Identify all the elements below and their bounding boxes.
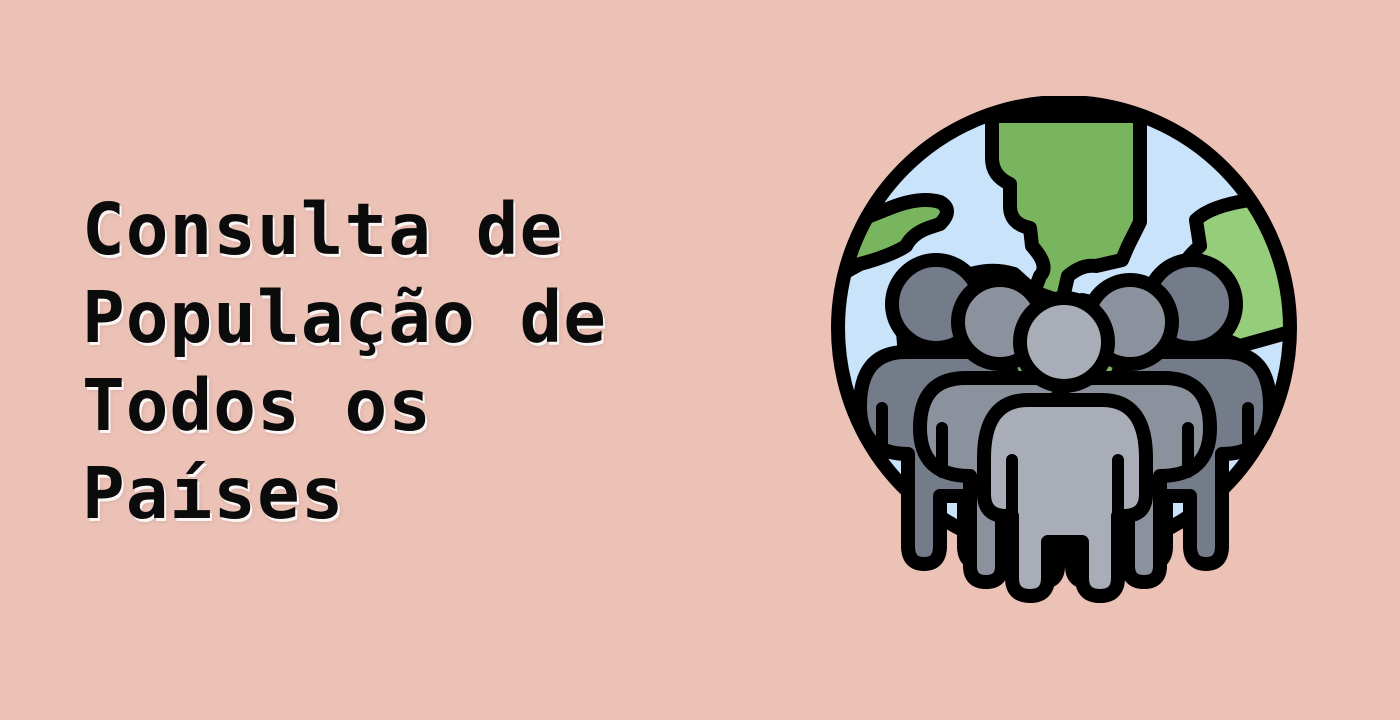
title-line-1: Consulta de [82, 188, 564, 271]
title-line-4: Países [82, 452, 345, 535]
people-group [860, 260, 1270, 596]
title-line-3: Todos os [82, 364, 432, 447]
page-title [82, 186, 607, 538]
title-line-2: População de [82, 276, 607, 359]
globe-with-people-icon [820, 96, 1310, 616]
